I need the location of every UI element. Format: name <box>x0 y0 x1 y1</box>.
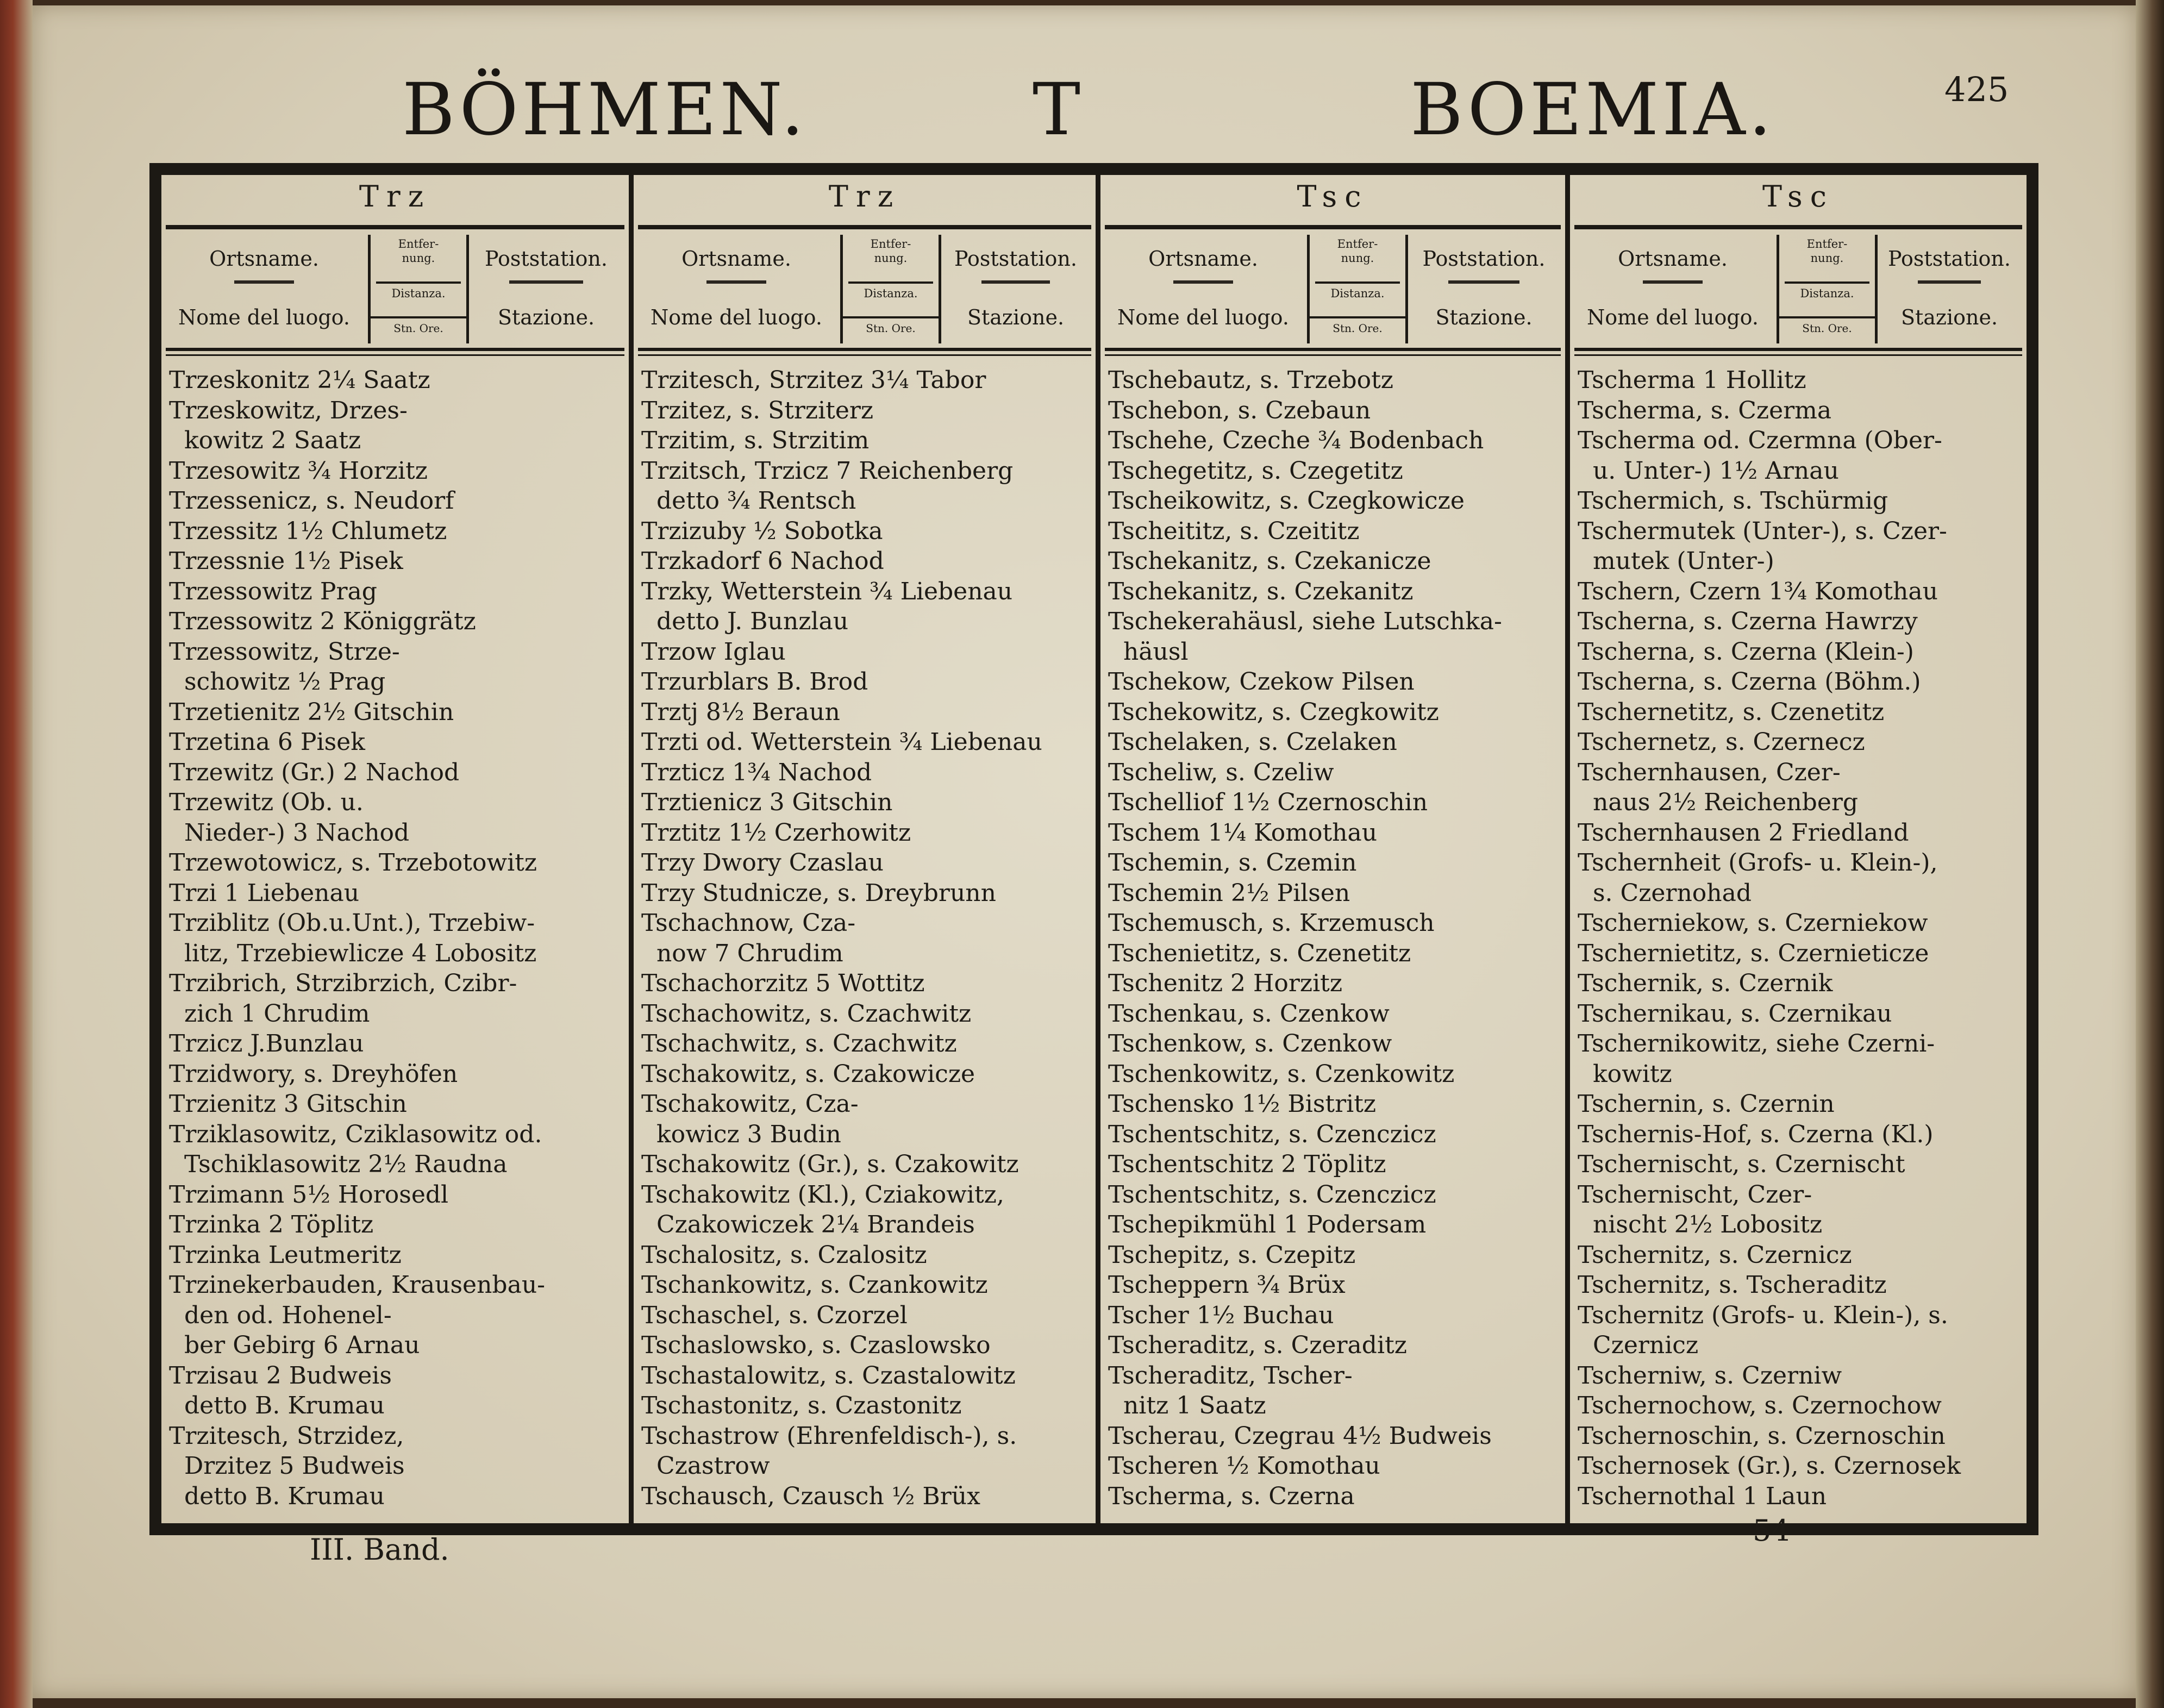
distanza-label: Distanza. <box>1800 287 1854 300</box>
list-item: Trziklasowitz, Cziklasowitz od. <box>169 1120 542 1148</box>
list-item: Tschernischt, Czer- <box>1578 1180 1812 1209</box>
list-item: Tschernischt, s. Czernischt <box>1578 1150 1905 1178</box>
list-item: Tscherma od. Czermna (Ober- <box>1578 427 1942 454</box>
list-item: Trzeskowitz, Drzes- <box>169 396 408 424</box>
distanza-label: Distanza. <box>1330 287 1385 300</box>
list-item: kowitz <box>1578 1060 1672 1088</box>
list-item: Trzibrich, Strzibrzich, Czibr- <box>169 969 517 997</box>
stazione-label: Stazione. <box>1435 305 1533 329</box>
signature-mark: 54 <box>1753 1513 1790 1548</box>
header-dash <box>706 280 766 284</box>
list-item: Tschachowitz, s. Czachwitz <box>641 999 972 1028</box>
stunden-label: Stn. Ore. <box>1310 316 1405 335</box>
table-column-4 <box>1570 175 2027 1523</box>
list-item: u. Unter-) 1½ Arnau <box>1578 456 1839 485</box>
list-item: Trzi 1 Liebenau <box>169 879 360 907</box>
list-item: Trzessnie 1½ Pisek <box>169 547 403 575</box>
list-item: Tschenitz 2 Horzitz <box>1108 969 1342 997</box>
header-rule <box>1574 354 2022 356</box>
list-item: Trzewitz (Gr.) 2 Nachod <box>169 758 460 786</box>
book-page <box>33 5 2136 1698</box>
list-item: Tschelaken, s. Czelaken <box>1108 728 1397 756</box>
page-number: 425 <box>1944 70 2009 109</box>
poststation-label: Poststation. <box>485 247 608 271</box>
list-item: Trzinekerbauden, Krausenbau- <box>169 1271 546 1299</box>
entry-list <box>1578 365 2023 1511</box>
list-item: Tscheititz, s. Czeititz <box>1108 517 1360 545</box>
list-item: Trzicz J.Bunzlau <box>169 1030 364 1058</box>
list-item: Trzessenicz, s. Neudorf <box>169 487 454 515</box>
column-subheader <box>1572 235 2024 343</box>
stazione-label: Stazione. <box>497 305 595 329</box>
list-item: Tschernik, s. Czernik <box>1578 969 1833 997</box>
list-item: Tschakowitz (Gr.), s. Czakowitz <box>641 1150 1019 1178</box>
header-dash <box>509 280 583 284</box>
list-item: häusl <box>1108 637 1189 666</box>
list-item: litz, Trzebiewlicze 4 Lobositz <box>169 939 537 967</box>
header-rule <box>1105 348 1561 351</box>
list-item: Czastrow <box>641 1452 770 1480</box>
list-item: Trzizuby ½ Sobotka <box>641 517 883 545</box>
poststation-label: Poststation. <box>1888 247 2011 271</box>
list-item: Tscheliw, s. Czeliw <box>1108 758 1334 786</box>
poststation-header <box>1405 235 1563 343</box>
list-item: Trzisau 2 Budweis <box>169 1361 392 1390</box>
column-divider <box>629 175 634 1523</box>
poststation-label: Poststation. <box>954 247 1077 271</box>
list-item: Tschernetz, s. Czernecz <box>1578 728 1865 756</box>
list-item: Tscherniekow, s. Czerniekow <box>1578 909 1928 937</box>
header-rule <box>1574 348 2022 351</box>
list-item: Trzow Iglau <box>641 637 786 666</box>
column-subheader <box>636 235 1093 343</box>
list-item: Trzurblars B. Brod <box>641 668 868 696</box>
list-item: Trzessowitz Prag <box>169 577 377 605</box>
heading-rule <box>1574 225 2022 229</box>
list-item: detto J. Bunzlau <box>641 608 849 635</box>
list-item: Tschemusch, s. Krzemusch <box>1108 909 1435 937</box>
list-item: Trzewitz (Ob. u. <box>169 789 364 816</box>
list-item: nitz 1 Saatz <box>1108 1392 1266 1419</box>
list-item: Tschekanitz, s. Czekanitz <box>1108 577 1414 605</box>
list-item: now 7 Chrudim <box>641 939 843 967</box>
header-left-title: BÖHMEN. <box>402 68 808 152</box>
entfernung-label: Entfer- nung. <box>1337 237 1378 265</box>
heading-rule <box>638 225 1091 229</box>
list-item: Trzy Dwory Czaslau <box>641 849 884 877</box>
column-letter-heading: Trz <box>828 179 901 214</box>
entfernung-label: Entfer- nung. <box>1806 237 1848 265</box>
list-item: Tschernin, s. Czernin <box>1578 1090 1835 1118</box>
ortsname-header <box>164 235 365 343</box>
list-item: Tschernoschin, s. Czernoschin <box>1578 1422 1946 1450</box>
list-item: Trzesowitz ¾ Horzitz <box>169 456 428 485</box>
list-item: Nieder-) 3 Nachod <box>169 818 410 847</box>
column-letter-heading: Tsc <box>1762 179 1835 214</box>
header-rule <box>166 348 624 351</box>
list-item: Trztj 8½ Beraun <box>641 698 840 726</box>
page-fore-edge <box>2136 0 2164 1708</box>
list-item: Tschekowitz, s. Czegkowitz <box>1108 698 1439 726</box>
list-item: mutek (Unter-) <box>1578 547 1774 575</box>
column-subheader <box>1103 235 1563 343</box>
header-dash <box>376 281 461 284</box>
list-item: Tschernochow, s. Czernochow <box>1578 1392 1942 1419</box>
poststation-header <box>1874 235 2024 343</box>
list-item: Tscheren ½ Komothau <box>1108 1452 1380 1480</box>
header-dash <box>234 280 294 284</box>
list-item: Tschenkow, s. Czenkow <box>1108 1030 1392 1058</box>
list-item: Tschachwitz, s. Czachwitz <box>641 1030 957 1058</box>
list-item: Trzitsch, Trzicz 7 Reichenberg <box>641 456 1014 485</box>
gazetteer-table <box>149 163 2038 1535</box>
list-item: Tschenietitz, s. Czenetitz <box>1108 939 1411 967</box>
list-item: Tschernhausen 2 Friedland <box>1578 818 1909 847</box>
list-item: Tschehe, Czeche ¾ Bodenbach <box>1108 427 1484 454</box>
list-item: Trzti od. Wetterstein ¾ Liebenau <box>641 728 1042 756</box>
header-dash <box>1173 280 1233 284</box>
list-item: Trzitim, s. Strzitim <box>641 427 870 454</box>
ortsname-label: Ortsname. <box>1618 247 1728 271</box>
entry-list <box>641 365 1092 1511</box>
stunden-label: Stn. Ore. <box>1779 316 1875 335</box>
list-item: Tschaslowsko, s. Czaslowsko <box>641 1331 991 1359</box>
list-item: Tscherna, s. Czerna (Klein-) <box>1578 637 1914 666</box>
list-item: Tschentschitz 2 Töplitz <box>1108 1150 1386 1178</box>
list-item: Tschakowitz, s. Czakowicze <box>641 1060 975 1088</box>
list-item: Tschachorzitz 5 Wottitz <box>641 969 925 997</box>
list-item: Trzitesch, Strzitez 3¼ Tabor <box>641 366 986 394</box>
volume-label: III. Band. <box>310 1532 449 1567</box>
list-item: Trzinka 2 Töplitz <box>169 1211 374 1238</box>
list-item: Trztitz 1½ Czerhowitz <box>641 818 911 847</box>
list-item: Trzessowitz 2 Königgrätz <box>169 608 476 635</box>
list-item: Tschem 1¼ Komothau <box>1108 818 1378 847</box>
nome-label: Nome del luogo. <box>1587 305 1759 329</box>
list-item: Tschernietitz, s. Czernieticze <box>1578 939 1929 967</box>
list-item: Tschern, Czern 1¾ Komothau <box>1578 577 1938 605</box>
list-item: Trzewotowicz, s. Trzebotowitz <box>169 849 537 877</box>
table-column-1 <box>161 175 629 1523</box>
nome-label: Nome del luogo. <box>1117 305 1289 329</box>
poststation-header <box>938 235 1093 343</box>
list-item: nischt 2½ Lobositz <box>1578 1211 1823 1238</box>
list-item: detto B. Krumau <box>169 1392 385 1419</box>
list-item: Tschausch, Czausch ½ Brüx <box>641 1482 980 1510</box>
list-item: Tschegetitz, s. Czegetitz <box>1108 456 1403 485</box>
list-item: detto ¾ Rentsch <box>641 487 856 515</box>
list-item: Tschentschitz, s. Czenczicz <box>1108 1180 1436 1209</box>
distanza-label: Distanza. <box>864 287 918 300</box>
heading-rule <box>166 225 624 229</box>
list-item: Trzetina 6 Pisek <box>169 728 365 756</box>
distance-header <box>1777 235 1878 343</box>
list-item: zich 1 Chrudim <box>169 999 370 1028</box>
list-item: Tscher 1½ Buchau <box>1108 1301 1334 1329</box>
list-item: schowitz ½ Prag <box>169 668 386 696</box>
header-rule <box>638 348 1091 351</box>
list-item: Trzienitz 3 Gitschin <box>169 1090 407 1118</box>
list-item: Tschenkowitz, s. Czenkowitz <box>1108 1060 1455 1088</box>
list-item: Tscherma, s. Czerna <box>1108 1482 1355 1510</box>
list-item: Tschepikmühl 1 Podersam <box>1108 1211 1427 1238</box>
list-item: kowitz 2 Saatz <box>169 427 361 454</box>
header-dash <box>1785 281 1869 284</box>
entfernung-label: Entfer- nung. <box>398 237 439 265</box>
list-item: Tschernitz, s. Tscheraditz <box>1578 1271 1887 1299</box>
header-center-letter: T <box>1033 68 1084 152</box>
list-item: Tscherau, Czegrau 4½ Budweis <box>1108 1422 1492 1450</box>
list-item: Trzitez, s. Strziterz <box>641 396 874 424</box>
list-item: Tschemin 2½ Pilsen <box>1108 879 1350 907</box>
list-item: Tschepitz, s. Czepitz <box>1108 1241 1356 1269</box>
header-rule <box>638 354 1091 356</box>
list-item: s. Czernohad <box>1578 879 1752 907</box>
header-dash <box>1315 281 1400 284</box>
list-item: ber Gebirg 6 Arnau <box>169 1331 420 1359</box>
column-divider <box>1096 175 1100 1523</box>
list-item: Tschekanitz, s. Czekanicze <box>1108 547 1431 575</box>
table-column-3 <box>1100 175 1565 1523</box>
ortsname-label: Ortsname. <box>209 247 319 271</box>
distance-header <box>1307 235 1408 343</box>
header-dash <box>1918 280 1981 284</box>
list-item: Trzkadorf 6 Nachod <box>641 547 884 575</box>
list-item: Tschenkau, s. Czenkow <box>1108 999 1390 1028</box>
entry-list <box>169 365 626 1511</box>
ortsname-label: Ortsname. <box>1148 247 1258 271</box>
column-letter-heading: Trz <box>359 179 431 214</box>
stunden-label: Stn. Ore. <box>371 316 466 335</box>
list-item: Trzeskonitz 2¼ Saatz <box>169 366 430 394</box>
list-item: Tschastalowitz, s. Czastalowitz <box>641 1361 1016 1390</box>
ortsname-label: Ortsname. <box>681 247 791 271</box>
column-subheader <box>164 235 627 343</box>
list-item: detto B. Krumau <box>169 1482 385 1510</box>
list-item: Tschebon, s. Czebaun <box>1108 396 1371 424</box>
list-item: Trztienicz 3 Gitschin <box>641 789 893 816</box>
poststation-label: Poststation. <box>1422 247 1546 271</box>
list-item: Tschastrow (Ehrenfeldisch-), s. <box>641 1422 1017 1450</box>
poststation-header <box>466 235 627 343</box>
header-dash <box>1643 280 1703 284</box>
list-item: Tscheraditz, s. Czeraditz <box>1108 1331 1407 1359</box>
entfernung-label: Entfer- nung. <box>870 237 911 265</box>
stunden-label: Stn. Ore. <box>843 316 939 335</box>
list-item: Tschernitz (Grofs- u. Klein-), s. <box>1578 1301 1948 1329</box>
list-item: Czakowiczek 2¼ Brandeis <box>641 1211 975 1238</box>
list-item: kowicz 3 Budin <box>641 1120 841 1148</box>
list-item: Tschensko 1½ Bistritz <box>1108 1090 1377 1118</box>
list-item: Tscherna, s. Czerna Hawrzy <box>1578 608 1918 635</box>
list-item: Tschernhausen, Czer- <box>1578 758 1841 786</box>
list-item: Tschastonitz, s. Czastonitz <box>641 1392 962 1419</box>
list-item: naus 2½ Reichenberg <box>1578 789 1859 816</box>
list-item: Tscherna, s. Czerna (Böhm.) <box>1578 668 1921 696</box>
table-column-2 <box>634 175 1096 1523</box>
list-item: Tschernitz, s. Czernicz <box>1578 1241 1852 1269</box>
list-item: Tschekow, Czekow Pilsen <box>1108 668 1415 696</box>
header-rule <box>166 354 624 356</box>
list-item: Tschakowitz, Cza- <box>641 1090 859 1118</box>
nome-label: Nome del luogo. <box>178 305 350 329</box>
list-item: Tscheppern ¾ Brüx <box>1108 1271 1346 1299</box>
list-item: Tscheikowitz, s. Czegkowicze <box>1108 487 1465 515</box>
list-item: Tschermutek (Unter-), s. Czer- <box>1578 517 1947 545</box>
distance-header <box>368 235 469 343</box>
header-dash <box>981 280 1050 284</box>
header-rule <box>1105 354 1561 356</box>
list-item: Tschalositz, s. Czalositz <box>641 1241 927 1269</box>
list-item: den od. Hohenel- <box>169 1301 392 1329</box>
list-item: Tschaschel, s. Czorzel <box>641 1301 908 1329</box>
list-item: Tschentschitz, s. Czenczicz <box>1108 1120 1436 1148</box>
column-divider <box>1565 175 1570 1523</box>
list-item: Trzy Studnicze, s. Dreybrunn <box>641 879 996 907</box>
stazione-label: Stazione. <box>967 305 1065 329</box>
list-item: Drzitez 5 Budweis <box>169 1452 405 1480</box>
list-item: Tschekerahäusl, siehe Lutschka- <box>1108 608 1502 635</box>
list-item: Tschernikowitz, siehe Czerni- <box>1578 1030 1935 1058</box>
list-item: Trzimann 5½ Horosedl <box>169 1180 449 1209</box>
list-item: Tscherma, s. Czerma <box>1578 396 1832 424</box>
list-item: Tschakowitz (Kl.), Cziakowitz, <box>641 1180 1004 1209</box>
ortsname-header <box>1572 235 1773 343</box>
list-item: Tschebautz, s. Trzebotz <box>1108 366 1393 394</box>
header-dash <box>1448 280 1519 284</box>
list-item: Tschernis-Hof, s. Czerna (Kl.) <box>1578 1120 1934 1148</box>
list-item: Tschernheit (Grofs- u. Klein-), <box>1578 849 1938 877</box>
list-item: Tschermich, s. Tschürmig <box>1578 487 1888 515</box>
list-item: Trzessitz 1½ Chlumetz <box>169 517 447 545</box>
header-dash <box>848 281 933 284</box>
list-item: Trzinka Leutmeritz <box>169 1241 402 1269</box>
list-item: Trzitesch, Strzidez, <box>169 1422 404 1450</box>
list-item: Tschankowitz, s. Czankowitz <box>641 1271 988 1299</box>
list-item: Tscherma 1 Hollitz <box>1578 366 1806 394</box>
list-item: Tscheraditz, Tscher- <box>1108 1361 1353 1390</box>
ortsname-header <box>636 235 837 343</box>
list-item: Tschiklasowitz 2½ Raudna <box>169 1150 508 1178</box>
list-item: Tschelliof 1½ Czernoschin <box>1108 789 1428 816</box>
list-item: Tschernetitz, s. Czenetitz <box>1578 698 1885 726</box>
ortsname-header <box>1103 235 1304 343</box>
list-item: Trzky, Wetterstein ¾ Liebenau <box>641 577 1013 605</box>
distance-header <box>840 235 941 343</box>
header-right-title: BOEMIA. <box>1410 68 1775 152</box>
list-item: Trzetienitz 2½ Gitschin <box>169 698 454 726</box>
entry-list <box>1108 365 1562 1511</box>
nome-label: Nome del luogo. <box>651 305 822 329</box>
list-item: Trziblitz (Ob.u.Unt.), Trzebiw- <box>169 909 535 937</box>
stazione-label: Stazione. <box>1900 305 1998 329</box>
heading-rule <box>1105 225 1561 229</box>
list-item: Trzessowitz, Strze- <box>169 637 400 666</box>
list-item: Tschernikau, s. Czernikau <box>1578 999 1892 1028</box>
distanza-label: Distanza. <box>391 287 446 300</box>
book-spine-edge <box>0 0 33 1708</box>
list-item: Tschachnow, Cza- <box>641 909 856 937</box>
list-item: Trzidwory, s. Dreyhöfen <box>169 1060 458 1088</box>
list-item: Tschernosek (Gr.), s. Czernosek <box>1578 1452 1961 1480</box>
list-item: Tscherniw, s. Czerniw <box>1578 1361 1842 1390</box>
list-item: Trzticz 1¾ Nachod <box>641 758 872 786</box>
column-letter-heading: Tsc <box>1297 179 1369 214</box>
list-item: Tschernothal 1 Laun <box>1578 1482 1827 1510</box>
list-item: Czernicz <box>1578 1331 1699 1359</box>
list-item: Tschemin, s. Czemin <box>1108 849 1357 877</box>
